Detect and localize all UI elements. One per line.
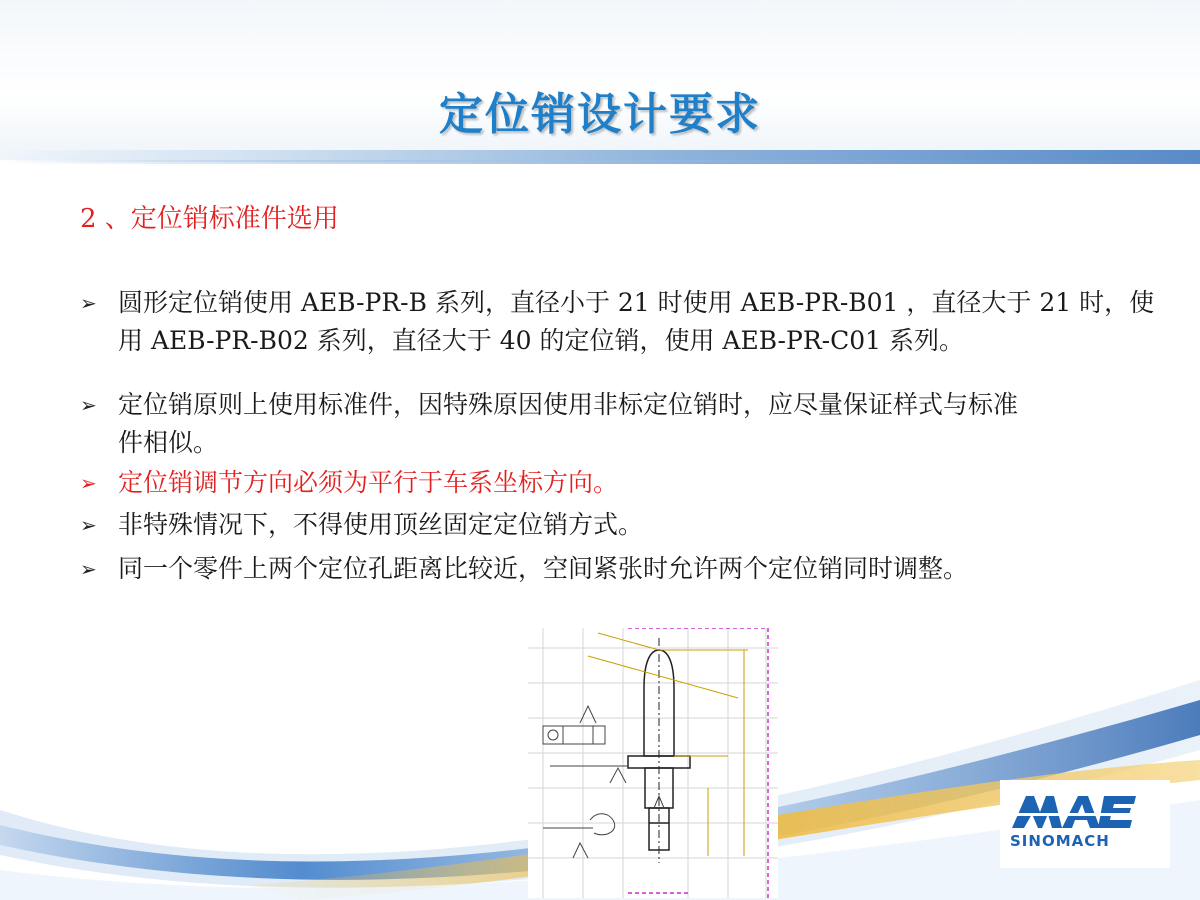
bullet-arrow-icon: ➢ <box>80 471 97 495</box>
header-divider-line <box>0 160 1200 162</box>
bullet-item-5 <box>80 550 1040 588</box>
bullet-arrow-icon: ➢ <box>80 393 97 417</box>
logo-text: SINOMACH <box>1010 832 1110 850</box>
section-subtitle: 2 、定位销标准件选用 <box>80 204 339 234</box>
bullet-text: 圆形定位销使用 AEB-PR-B 系列，直径小于 21 时使用 AEB-PR-B01 ，直径大于 21 时，使用 AEB-PR-B02 系列，直径大于 40 的定位销，使用 AEB-PR-C01 系列。 <box>118 288 1155 355</box>
bullet-arrow-icon: ➢ <box>80 557 97 581</box>
bullet-text: 定位销原则上使用标准件，因特殊原因使用非标定位销时，应尽量保证样式与标准件相似。 <box>118 390 1019 457</box>
bullet-item-2 <box>80 386 1040 462</box>
bullet-text: 同一个零件上两个定位孔距离比较近，空间紧张时允许两个定位销同时调整。 <box>118 554 969 583</box>
aeb-logo-icon <box>1000 780 1170 868</box>
slide-title: 定位销设计要求 <box>439 89 761 140</box>
bullet-item-4 <box>80 506 1040 544</box>
bullet-arrow-icon: ➢ <box>80 513 97 537</box>
bullet-item-1 <box>80 284 1160 360</box>
sinomach-logo <box>1000 780 1170 868</box>
bullet-text: 非特殊情况下，不得使用顶丝固定定位销方式。 <box>118 510 644 539</box>
bullet-item-3 <box>80 464 1040 502</box>
locating-pin-drawing <box>528 628 778 898</box>
bullet-text: 定位销调节方向必须为平行于车系坐标方向。 <box>118 468 619 497</box>
bullet-arrow-icon: ➢ <box>80 291 97 315</box>
